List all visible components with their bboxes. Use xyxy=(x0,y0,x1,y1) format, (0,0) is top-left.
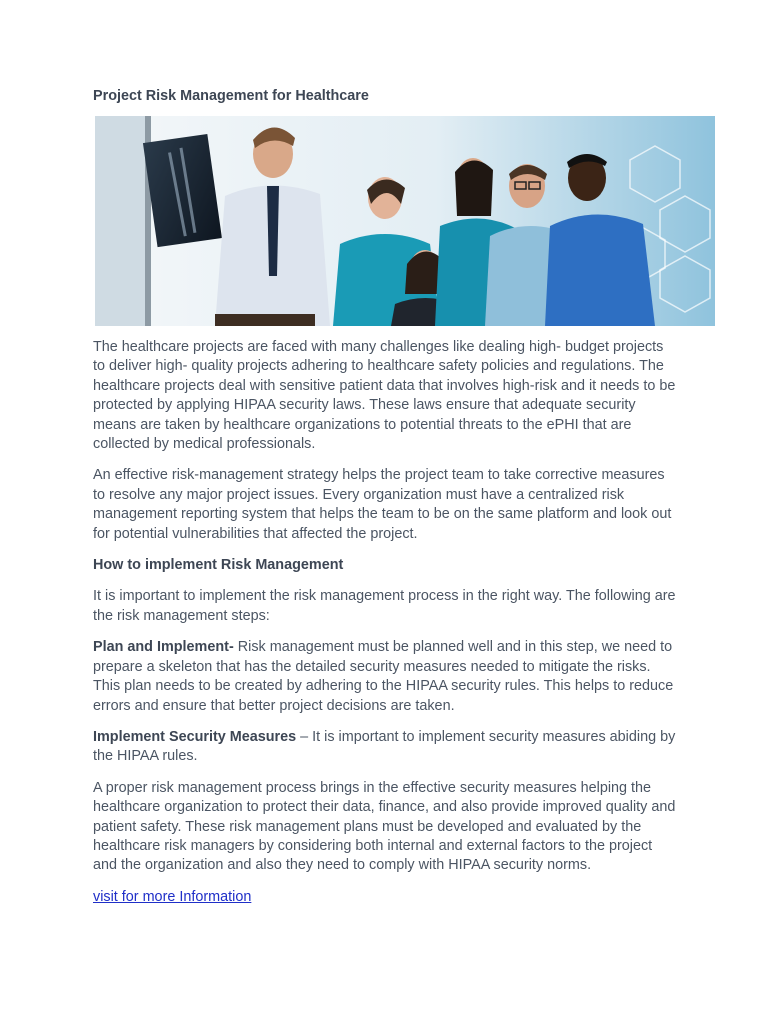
more-info-line xyxy=(93,888,678,907)
step-implement-security xyxy=(93,728,678,767)
document-title: Project Risk Management for Healthcare xyxy=(93,88,369,104)
step-text: Risk management must be planned well and in this step, we need to prepare a skeleton that has the detailed security measures needed to mitigate the risks. This plan needs to be created by adhering to the HIPAA security rules. This helps to reduce errors and ensure that better project decisions are taken. xyxy=(93,639,674,714)
step-text: – It is important to implement security measures abiding by the HIPAA rules. xyxy=(93,728,676,765)
section-heading: How to implement Risk Management xyxy=(93,557,344,574)
step-label: Plan and Implement- xyxy=(93,639,234,656)
more-information-link[interactable]: visit for more Information xyxy=(93,888,252,905)
step-plan-and-implement xyxy=(93,638,678,716)
paragraph-strategy: An effective risk-management strategy helps the project team to take corrective measures to resolve any major project issues. Every organization must have a centralized risk management reporting system that helps the team to be on the same platform and look out for potential vulnerabilities that affected the project. xyxy=(93,467,672,542)
healthcare-team-photo xyxy=(95,116,715,326)
paragraph-closing: A proper risk management process brings in the effective security measures helping the healthcare organization to protect their data, finance, and also provide improved quality and patient safety. These risk management plans must be developed and evaluated by the healthcare risk managers by considering both internal and external factors to the project and the organization and also they need to comply with HIPAA security norms. xyxy=(93,779,676,874)
step-label: Implement Security Measures xyxy=(93,728,297,745)
document-body xyxy=(93,87,678,919)
paragraph-intro: The healthcare projects are faced with many challenges like dealing high- budget projects to deliver high- quality projects adhering to healthcare safety policies and regulations. The healthcare projects deal with sensitive patient data that involves high-risk and it needs to be protected by applying HIPAA security laws. These laws ensure that adequate security means are taken by healthcare organizations to potential threats to the ePHI that are collected by medical professionals. xyxy=(93,339,676,453)
paragraph-steps-intro: It is important to implement the risk management process in the right way. The following are the risk management steps: xyxy=(93,588,676,624)
